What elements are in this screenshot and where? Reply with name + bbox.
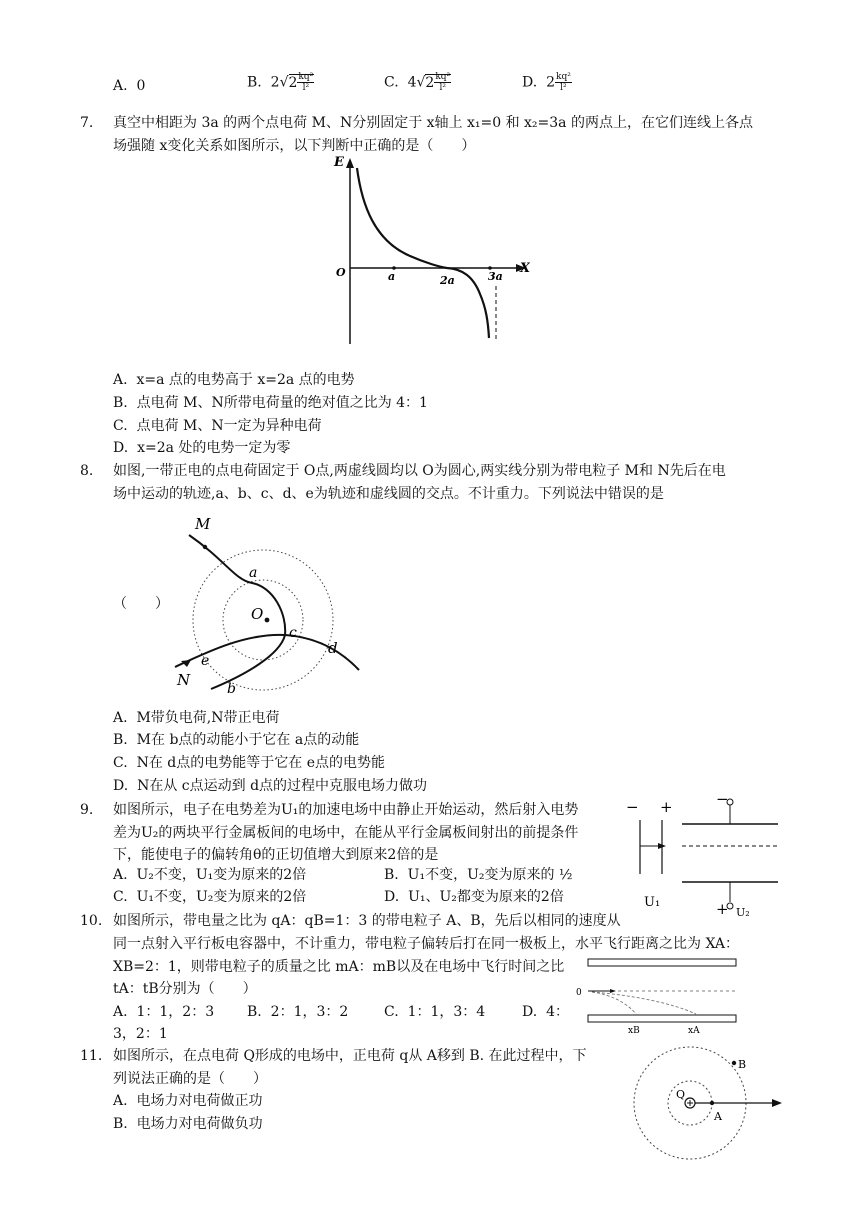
u2-label: U₂ <box>736 906 750 919</box>
label-d: d <box>328 639 338 657</box>
y-axis-arrow <box>346 158 354 168</box>
q9-number: 9. <box>80 802 94 818</box>
tick-label-a: a <box>388 270 396 283</box>
q6-option-a[interactable]: A. 0 <box>113 78 146 94</box>
q8-stem-line2: 场中运动的轨迹,a、b、c、d、e为轨迹和虚线圆的交点。不计重力。下列说法中错误的是 <box>113 486 664 502</box>
field-line-arrow <box>772 1099 782 1107</box>
q9-option-a[interactable]: A. U₂不变，U₁变为原来的2倍 <box>113 867 307 883</box>
q8-trajectory-figure <box>165 515 365 699</box>
fraction: $\frac{\text{kq²}}{\text{l²}}$ <box>435 72 451 93</box>
q9-stem-line1: 如图所示，电子在电势差为U₁的加速电场中由静止开始运动，然后射入电势 <box>113 802 579 818</box>
accel-minus-sign: − <box>626 798 639 816</box>
q8-option-d[interactable]: D. N在从 c点运动到 d点的过程中克服电场力做功 <box>113 778 428 794</box>
q7-number: 7. <box>80 115 94 131</box>
q9-accelerator-deflector-figure <box>622 790 792 920</box>
q11-stem-line1: 如图所示，在点电荷 Q形成的电场中，正电荷 q从 A移到 B. 在此过程中，下 <box>113 1048 587 1064</box>
x-axis-label: X <box>520 261 530 276</box>
q10-number: 10. <box>80 913 103 929</box>
q10-option-d[interactable]: D. 4： <box>522 1004 570 1020</box>
q9-option-c[interactable]: C. U₁不变，U₂变为原来的2倍 <box>113 889 307 905</box>
q7-option-b[interactable]: B. 点电荷 M、N所带电荷量的绝对值之比为 4：1 <box>113 395 428 411</box>
accel-plus-sign: + <box>660 798 673 816</box>
label-a: a <box>249 565 258 581</box>
q8-stem-line1: 如图,一带正电的点电荷固定于 O点,两虚线圆均以 O为圆心,两实线分别为带电粒子 M和 N先后在电 <box>113 463 726 479</box>
q11-option-b[interactable]: B. 电场力对电荷做负功 <box>113 1116 263 1132</box>
fraction: $\frac{\text{kq²}}{\text{l²}}$ <box>556 72 571 93</box>
origin-label: O <box>336 266 346 279</box>
label-o: O <box>251 605 264 623</box>
q10-capacitor-figure <box>572 955 742 1035</box>
bottom-plate <box>588 1015 736 1022</box>
q10-stem-line3: XB=2：1，则带电粒子的质量之比 mA：mB以及在电场中飞行时间之比 <box>113 959 565 975</box>
q8-answer-paren: （ ） <box>113 596 169 612</box>
q10-stem-line4: tA：tB分别为（ ） <box>113 981 257 997</box>
q6-option-c[interactable]: C. 4√2 $\frac{\text{kq²}}{\text{l²}}$ <box>384 72 451 93</box>
q11-number: 11. <box>80 1048 103 1064</box>
q7-option-a[interactable]: A. x=a 点的电势高于 x=2a 点的电势 <box>113 372 355 388</box>
q10-option-a[interactable]: A. 1：1，2：3 <box>113 1004 215 1020</box>
label-xa: xA <box>688 1026 700 1035</box>
q11-point-charge-figure <box>630 1040 790 1190</box>
center-o-dot <box>265 618 270 623</box>
top-plate <box>588 959 736 966</box>
q7-e-x-graph <box>330 156 530 348</box>
q9-stem-line2: 差为U₂的两块平行金属板间的电场中，在能从平行金属板间射出的前提条件 <box>113 825 579 841</box>
q11-option-a[interactable]: A. 电场力对电荷做正功 <box>113 1093 263 1109</box>
q7-option-c[interactable]: C. 点电荷 M、N一定为异种电荷 <box>113 418 322 434</box>
fraction: $\frac{\text{kq²}}{\text{l²}}$ <box>298 72 314 93</box>
tick-label-3a: 3a <box>488 270 503 283</box>
label-m: M <box>195 515 211 533</box>
q8-number: 8. <box>80 463 94 479</box>
y-axis-label: E <box>334 156 344 170</box>
label-b: b <box>227 681 236 697</box>
q7-stem-line2: 场强随 x变化关系如图所示，以下判断中正确的是（ ） <box>113 138 476 154</box>
q8-option-b[interactable]: B. M在 b点的动能小于它在 a点的动能 <box>113 732 360 748</box>
u1-label: U₁ <box>644 895 661 910</box>
label-e: e <box>201 653 210 669</box>
q8-option-a[interactable]: A. M带负电荷,N带正电荷 <box>113 710 280 726</box>
label-n: N <box>177 671 191 689</box>
particle-m-dot <box>203 545 207 549</box>
q10-option-d-continued: 3，2：1 <box>113 1026 168 1042</box>
label-xb: xB <box>628 1026 640 1035</box>
q10-option-c[interactable]: C. 1：1，3：4 <box>384 1004 486 1020</box>
q6-option-d[interactable]: D. 2 $\frac{\text{kq²}}{\text{l²}}$ <box>522 72 571 93</box>
q7-stem-line1: 真空中相距为 3a 的两个点电荷 M、N分别固定于 x轴上 x₁=0 和 x₂=3a 的两点上，在它们连线上各点 <box>113 115 753 131</box>
q9-stem-line3: 下，能使电子的偏转角θ的正切值增大到原来2倍的是 <box>113 847 439 863</box>
q6-option-b[interactable]: B. 2√2 $\frac{\text{kq²}}{\text{l²}}$ <box>247 72 314 93</box>
sqrt-sign: √ <box>416 74 426 91</box>
label-c: c <box>289 625 297 641</box>
q9-option-b[interactable]: B. U₁不变，U₂变为原来的 ½ <box>384 867 573 883</box>
label-b: B <box>738 1058 747 1071</box>
field-curve <box>357 168 489 338</box>
q10-stem-line2: 同一点射入平行板电容器中，不计重力，带电粒子偏转后打在同一极板上，水平飞行距离之比为 XA： <box>113 936 740 952</box>
deflect-plus-sign: + <box>716 900 729 918</box>
path-b <box>592 992 636 1014</box>
q10-stem-line1: 如图所示，带电量之比为 qA：qB=1：3 的带电粒子 A、B，先后以相同的速度从 <box>113 913 621 929</box>
tick-label-2a: 2a <box>440 274 455 287</box>
q7-option-d[interactable]: D. x=2a 处的电势一定为零 <box>113 440 291 456</box>
q9-option-d[interactable]: D. U₁、U₂都变为原来的2倍 <box>384 889 564 905</box>
point-b-dot <box>732 1061 736 1065</box>
q11-stem-line2: 列说法正确的是（ ） <box>113 1071 267 1087</box>
point-a-dot <box>710 1101 714 1105</box>
sqrt-sign: √ <box>279 74 289 91</box>
q8-option-c[interactable]: C. N在 d点的电势能等于它在 e点的电势能 <box>113 755 385 771</box>
entry-arrow <box>610 989 616 993</box>
deflect-minus-sign: − <box>716 790 729 808</box>
label-origin: 0 <box>576 988 582 998</box>
label-a: A <box>714 1110 722 1123</box>
label-q: Q <box>676 1088 686 1101</box>
q10-option-b[interactable]: B. 2：1，3：2 <box>247 1004 349 1020</box>
